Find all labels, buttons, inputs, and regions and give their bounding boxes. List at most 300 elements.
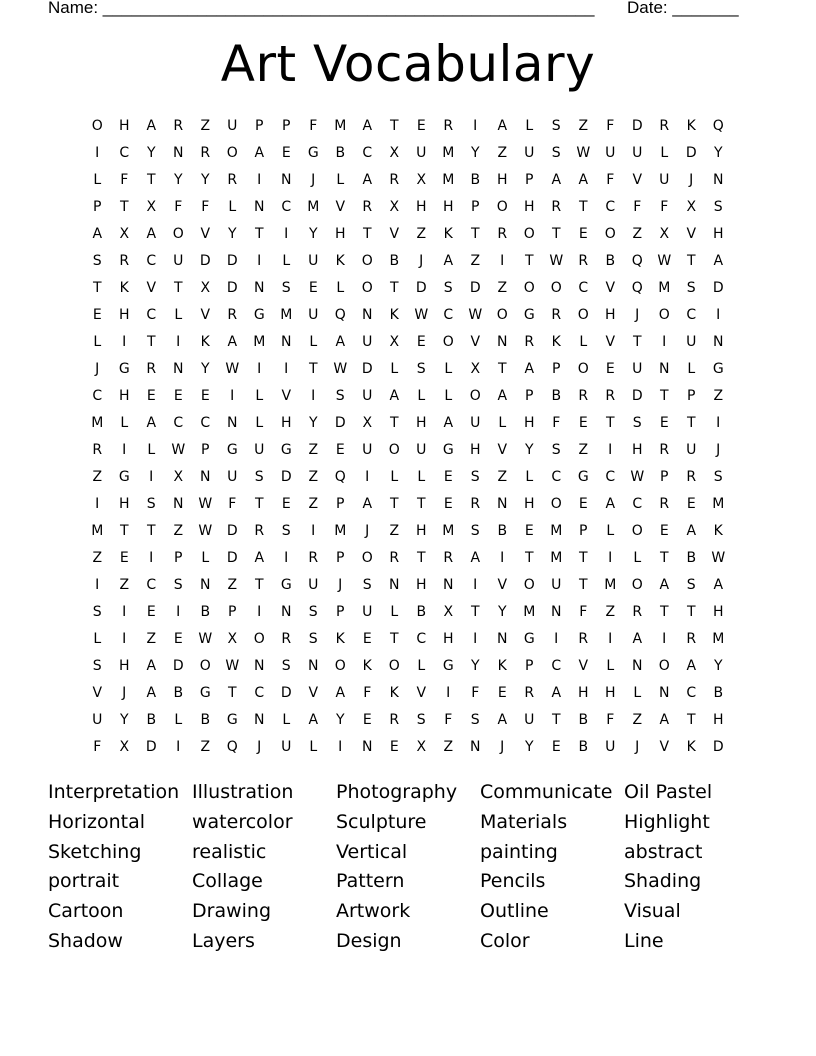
grid-letter[interactable]: F xyxy=(444,711,453,728)
grid-letter[interactable]: V xyxy=(335,198,346,215)
grid-letter[interactable]: W xyxy=(198,495,213,512)
grid-letter[interactable]: T xyxy=(686,711,697,728)
grid-letter[interactable]: P xyxy=(174,549,183,566)
grid-letter[interactable]: V xyxy=(200,225,211,242)
grid-letter[interactable]: L xyxy=(255,414,264,431)
grid-letter[interactable]: L xyxy=(174,306,183,323)
grid-letter[interactable]: U xyxy=(470,414,481,431)
grid-letter[interactable]: S xyxy=(92,657,103,674)
grid-letter[interactable]: V xyxy=(605,279,616,296)
grid-letter[interactable]: R xyxy=(227,306,238,323)
grid-letter[interactable]: Z xyxy=(632,225,643,242)
grid-letter[interactable]: X xyxy=(686,198,697,215)
grid-letter[interactable]: S xyxy=(254,468,265,485)
grid-letter[interactable]: C xyxy=(173,414,184,431)
grid-letter[interactable]: V xyxy=(605,333,616,350)
grid-letter[interactable]: S xyxy=(281,522,292,539)
grid-letter[interactable]: L xyxy=(633,684,642,701)
grid-letter[interactable]: B xyxy=(200,603,211,620)
grid-letter[interactable]: S xyxy=(632,414,643,431)
grid-letter[interactable]: R xyxy=(659,117,670,134)
grid-letter[interactable]: S xyxy=(551,441,562,458)
grid-letter[interactable]: A xyxy=(551,171,562,188)
grid-letter[interactable]: E xyxy=(389,738,400,755)
grid-letter[interactable]: R xyxy=(686,630,697,647)
grid-letter[interactable]: T xyxy=(686,252,697,269)
grid-letter[interactable]: R xyxy=(578,252,589,269)
grid-letter[interactable]: Z xyxy=(470,252,481,269)
grid-letter[interactable]: S xyxy=(551,117,562,134)
grid-letter[interactable]: H xyxy=(442,630,455,647)
grid-letter[interactable]: I xyxy=(176,603,181,620)
grid-letter[interactable]: S xyxy=(470,711,481,728)
grid-letter[interactable]: B xyxy=(173,684,184,701)
grid-letter[interactable]: I xyxy=(608,630,613,647)
grid-letter[interactable]: X xyxy=(119,225,130,242)
grid-letter[interactable]: D xyxy=(199,252,212,269)
grid-letter[interactable]: K xyxy=(713,522,724,539)
grid-letter[interactable]: I xyxy=(284,225,289,242)
grid-letter[interactable]: C xyxy=(146,306,157,323)
grid-letter[interactable]: T xyxy=(524,549,535,566)
grid-letter[interactable]: E xyxy=(443,495,454,512)
grid-letter[interactable]: I xyxy=(662,333,667,350)
grid-letter[interactable]: I xyxy=(473,630,478,647)
grid-letter[interactable]: A xyxy=(686,657,697,674)
grid-letter[interactable]: E xyxy=(497,684,508,701)
grid-letter[interactable]: E xyxy=(578,495,589,512)
grid-letter[interactable]: O xyxy=(631,522,644,539)
grid-letter[interactable]: O xyxy=(253,630,266,647)
grid-letter[interactable]: I xyxy=(716,306,721,323)
grid-letter[interactable]: L xyxy=(525,468,534,485)
grid-letter[interactable]: Y xyxy=(227,225,238,242)
grid-letter[interactable]: Z xyxy=(578,117,589,134)
grid-letter[interactable]: X xyxy=(416,738,427,755)
grid-letter[interactable]: E xyxy=(173,630,184,647)
grid-letter[interactable]: H xyxy=(631,441,644,458)
grid-letter[interactable]: S xyxy=(92,252,103,269)
grid-letter[interactable]: V xyxy=(389,225,400,242)
grid-letter[interactable]: L xyxy=(417,468,426,485)
grid-letter[interactable]: M xyxy=(550,522,563,539)
grid-letter[interactable]: X xyxy=(389,144,400,161)
grid-letter[interactable]: J xyxy=(500,738,505,755)
grid-letter[interactable]: X xyxy=(119,738,130,755)
grid-letter[interactable]: S xyxy=(470,468,481,485)
grid-letter[interactable]: D xyxy=(145,738,158,755)
grid-letter[interactable]: R xyxy=(146,360,157,377)
grid-letter[interactable]: T xyxy=(119,198,130,215)
grid-letter[interactable]: Y xyxy=(524,738,535,755)
grid-letter[interactable]: B xyxy=(605,252,616,269)
grid-letter[interactable]: O xyxy=(361,549,374,566)
grid-letter[interactable]: L xyxy=(93,333,102,350)
grid-letter[interactable]: U xyxy=(362,603,373,620)
grid-letter[interactable]: P xyxy=(579,522,588,539)
grid-letter[interactable]: Z xyxy=(119,576,130,593)
grid-letter[interactable]: I xyxy=(446,684,451,701)
grid-letter[interactable]: A xyxy=(146,684,157,701)
grid-letter[interactable]: C xyxy=(686,684,697,701)
grid-letter[interactable]: M xyxy=(91,522,104,539)
grid-letter[interactable]: I xyxy=(257,603,262,620)
grid-letter[interactable]: H xyxy=(415,414,428,431)
grid-letter[interactable]: R xyxy=(281,630,292,647)
grid-letter[interactable]: G xyxy=(577,468,590,485)
grid-letter[interactable]: R xyxy=(524,684,535,701)
grid-letter[interactable]: R xyxy=(551,306,562,323)
grid-letter[interactable]: X xyxy=(659,225,670,242)
grid-letter[interactable]: L xyxy=(390,603,399,620)
grid-letter[interactable]: T xyxy=(173,279,184,296)
grid-letter[interactable]: R xyxy=(632,603,643,620)
grid-letter[interactable]: W xyxy=(576,144,591,161)
grid-letter[interactable]: I xyxy=(257,360,262,377)
grid-letter[interactable]: I xyxy=(662,630,667,647)
grid-letter[interactable]: A xyxy=(146,225,157,242)
grid-letter[interactable]: Z xyxy=(308,441,319,458)
grid-letter[interactable]: E xyxy=(335,441,346,458)
grid-letter[interactable]: A xyxy=(497,711,508,728)
grid-letter[interactable]: R xyxy=(173,117,184,134)
grid-letter[interactable]: M xyxy=(550,549,563,566)
grid-letter[interactable]: T xyxy=(146,171,157,188)
grid-letter[interactable]: O xyxy=(496,198,509,215)
grid-letter[interactable]: A xyxy=(389,387,400,404)
grid-letter[interactable]: N xyxy=(200,468,211,485)
grid-letter[interactable]: P xyxy=(687,387,696,404)
grid-letter[interactable]: U xyxy=(416,441,427,458)
grid-letter[interactable]: E xyxy=(362,711,373,728)
grid-letter[interactable]: L xyxy=(255,387,264,404)
grid-letter[interactable]: K xyxy=(362,657,373,674)
grid-letter[interactable]: Y xyxy=(335,711,346,728)
grid-letter[interactable]: A xyxy=(335,684,346,701)
grid-letter[interactable]: R xyxy=(497,225,508,242)
grid-letter[interactable]: Z xyxy=(92,468,103,485)
grid-letter[interactable]: M xyxy=(280,306,293,323)
grid-letter[interactable]: K xyxy=(119,279,130,296)
grid-letter[interactable]: J xyxy=(338,576,343,593)
grid-letter[interactable]: Z xyxy=(146,630,157,647)
grid-letter[interactable]: I xyxy=(95,144,100,161)
grid-letter[interactable]: D xyxy=(280,468,293,485)
grid-letter[interactable]: U xyxy=(92,711,103,728)
grid-letter[interactable]: Y xyxy=(173,171,184,188)
grid-letter[interactable]: X xyxy=(200,279,211,296)
grid-letter[interactable]: T xyxy=(686,603,697,620)
grid-letter[interactable]: G xyxy=(307,144,320,161)
grid-letter[interactable]: E xyxy=(578,225,589,242)
grid-letter[interactable]: C xyxy=(146,252,157,269)
grid-letter[interactable]: J xyxy=(257,738,262,755)
grid-letter[interactable]: I xyxy=(257,252,262,269)
grid-letter[interactable]: E xyxy=(92,306,103,323)
grid-letter[interactable]: I xyxy=(95,495,100,512)
grid-letter[interactable]: O xyxy=(496,306,509,323)
grid-letter[interactable]: G xyxy=(280,576,293,593)
grid-letter[interactable]: D xyxy=(631,387,644,404)
grid-letter[interactable]: H xyxy=(712,603,725,620)
grid-letter[interactable]: E xyxy=(146,603,157,620)
grid-letter[interactable]: A xyxy=(146,657,157,674)
grid-letter[interactable]: T xyxy=(659,387,670,404)
grid-letter[interactable]: X xyxy=(470,360,481,377)
grid-letter[interactable]: B xyxy=(578,711,589,728)
grid-letter[interactable]: U xyxy=(362,333,373,350)
grid-letter[interactable]: Q xyxy=(334,306,347,323)
grid-letter[interactable]: D xyxy=(334,414,347,431)
grid-letter[interactable]: L xyxy=(282,711,291,728)
grid-letter[interactable]: H xyxy=(523,495,536,512)
grid-letter[interactable]: O xyxy=(361,279,374,296)
grid-letter[interactable]: S xyxy=(281,657,292,674)
grid-letter[interactable]: F xyxy=(552,414,561,431)
grid-letter[interactable]: G xyxy=(118,468,131,485)
grid-letter[interactable]: G xyxy=(712,360,725,377)
grid-letter[interactable]: E xyxy=(281,144,292,161)
grid-letter[interactable]: T xyxy=(254,495,265,512)
grid-letter[interactable]: H xyxy=(523,198,536,215)
grid-letter[interactable]: S xyxy=(443,279,454,296)
grid-letter[interactable]: E xyxy=(524,522,535,539)
grid-letter[interactable]: E xyxy=(308,279,319,296)
grid-letter[interactable]: G xyxy=(442,441,455,458)
grid-letter[interactable]: P xyxy=(525,657,534,674)
grid-letter[interactable]: B xyxy=(146,711,157,728)
grid-letter[interactable]: R xyxy=(578,630,589,647)
grid-letter[interactable]: K xyxy=(389,306,400,323)
grid-letter[interactable]: F xyxy=(93,738,102,755)
grid-letter[interactable]: H xyxy=(712,711,725,728)
grid-letter[interactable]: L xyxy=(174,711,183,728)
grid-letter[interactable]: S xyxy=(713,198,724,215)
grid-letter[interactable]: E xyxy=(416,117,427,134)
grid-letter[interactable]: L xyxy=(336,279,345,296)
grid-letter[interactable]: I xyxy=(284,360,289,377)
grid-letter[interactable]: O xyxy=(469,387,482,404)
grid-letter[interactable]: N xyxy=(713,333,724,350)
grid-letter[interactable]: L xyxy=(633,549,642,566)
grid-letter[interactable]: T xyxy=(551,711,562,728)
grid-letter[interactable]: G xyxy=(226,711,239,728)
grid-letter[interactable]: I xyxy=(122,441,127,458)
grid-letter[interactable]: I xyxy=(716,414,721,431)
grid-letter[interactable]: I xyxy=(149,549,154,566)
grid-letter[interactable]: O xyxy=(388,441,401,458)
grid-letter[interactable]: L xyxy=(282,252,291,269)
grid-letter[interactable]: Z xyxy=(632,711,643,728)
grid-letter[interactable]: W xyxy=(171,441,186,458)
grid-letter[interactable]: D xyxy=(172,657,185,674)
grid-letter[interactable]: B xyxy=(416,603,427,620)
grid-letter[interactable]: O xyxy=(388,657,401,674)
grid-letter[interactable]: E xyxy=(146,387,157,404)
grid-letter[interactable]: F xyxy=(228,495,237,512)
grid-letter[interactable]: M xyxy=(334,522,347,539)
grid-letter[interactable]: E xyxy=(200,387,211,404)
grid-letter[interactable]: M xyxy=(712,495,725,512)
grid-letter[interactable]: H xyxy=(712,225,725,242)
grid-letter[interactable]: N xyxy=(659,360,670,377)
grid-letter[interactable]: Y xyxy=(308,225,319,242)
grid-letter[interactable]: R xyxy=(227,171,238,188)
grid-letter[interactable]: P xyxy=(525,387,534,404)
grid-letter[interactable]: A xyxy=(524,360,535,377)
grid-letter[interactable]: N xyxy=(362,738,373,755)
grid-letter[interactable]: H xyxy=(280,414,293,431)
grid-letter[interactable]: E xyxy=(281,495,292,512)
grid-letter[interactable]: S xyxy=(416,711,427,728)
grid-letter[interactable]: H xyxy=(415,522,428,539)
grid-letter[interactable]: W xyxy=(225,657,240,674)
grid-letter[interactable]: I xyxy=(473,117,478,134)
grid-letter[interactable]: V xyxy=(659,738,670,755)
grid-letter[interactable]: Z xyxy=(416,225,427,242)
grid-letter[interactable]: K xyxy=(497,657,508,674)
grid-letter[interactable]: U xyxy=(362,441,373,458)
grid-letter[interactable]: O xyxy=(577,306,590,323)
grid-letter[interactable]: R xyxy=(308,549,319,566)
grid-letter[interactable]: I xyxy=(608,549,613,566)
grid-letter[interactable]: J xyxy=(716,441,721,458)
grid-letter[interactable]: A xyxy=(659,576,670,593)
grid-letter[interactable]: W xyxy=(414,306,429,323)
grid-letter[interactable]: R xyxy=(605,387,616,404)
grid-letter[interactable]: G xyxy=(523,630,536,647)
grid-letter[interactable]: S xyxy=(686,576,697,593)
grid-letter[interactable]: R xyxy=(686,468,697,485)
grid-letter[interactable]: W xyxy=(225,360,240,377)
grid-letter[interactable]: X xyxy=(389,333,400,350)
grid-letter[interactable]: A xyxy=(659,711,670,728)
grid-letter[interactable]: C xyxy=(551,657,562,674)
grid-letter[interactable]: A xyxy=(362,117,373,134)
grid-letter[interactable]: Z xyxy=(200,117,211,134)
grid-letter[interactable]: C xyxy=(146,576,157,593)
grid-letter[interactable]: N xyxy=(254,711,265,728)
grid-letter[interactable]: Y xyxy=(470,657,481,674)
grid-letter[interactable]: P xyxy=(660,468,669,485)
grid-letter[interactable]: Z xyxy=(605,603,616,620)
grid-letter[interactable]: U xyxy=(308,252,319,269)
grid-letter[interactable]: U xyxy=(605,738,616,755)
grid-letter[interactable]: U xyxy=(524,711,535,728)
grid-letter[interactable]: N xyxy=(308,657,319,674)
grid-letter[interactable]: P xyxy=(336,603,345,620)
grid-letter[interactable]: T xyxy=(92,279,103,296)
grid-letter[interactable]: X xyxy=(173,468,184,485)
grid-letter[interactable]: C xyxy=(578,279,589,296)
grid-letter[interactable]: I xyxy=(608,441,613,458)
grid-letter[interactable]: M xyxy=(604,576,617,593)
grid-letter[interactable]: N xyxy=(362,306,373,323)
grid-letter[interactable]: D xyxy=(415,279,428,296)
grid-letter[interactable]: Z xyxy=(497,144,508,161)
grid-letter[interactable]: U xyxy=(173,252,184,269)
grid-letter[interactable]: V xyxy=(686,225,697,242)
grid-letter[interactable]: N xyxy=(173,144,184,161)
grid-letter[interactable]: U xyxy=(551,576,562,593)
grid-letter[interactable]: H xyxy=(334,225,347,242)
grid-letter[interactable]: L xyxy=(390,360,399,377)
grid-letter[interactable]: T xyxy=(578,549,589,566)
grid-letter[interactable]: A xyxy=(713,252,724,269)
grid-letter[interactable]: L xyxy=(417,387,426,404)
grid-letter[interactable]: G xyxy=(253,306,266,323)
grid-letter[interactable]: D xyxy=(712,738,725,755)
grid-letter[interactable]: O xyxy=(658,306,671,323)
grid-letter[interactable]: D xyxy=(469,279,482,296)
grid-letter[interactable]: T xyxy=(416,495,427,512)
grid-letter[interactable]: Z xyxy=(92,549,103,566)
grid-letter[interactable]: R xyxy=(389,711,400,728)
grid-letter[interactable]: N xyxy=(254,279,265,296)
grid-letter[interactable]: I xyxy=(554,630,559,647)
grid-letter[interactable]: R xyxy=(470,495,481,512)
grid-letter[interactable]: E xyxy=(659,522,670,539)
grid-letter[interactable]: V xyxy=(470,333,481,350)
grid-letter[interactable]: J xyxy=(365,522,370,539)
grid-letter[interactable]: A xyxy=(686,522,697,539)
grid-letter[interactable]: C xyxy=(416,630,427,647)
grid-letter[interactable]: D xyxy=(280,684,293,701)
grid-letter[interactable]: I xyxy=(122,333,127,350)
grid-letter[interactable]: L xyxy=(201,549,210,566)
grid-letter[interactable]: T xyxy=(578,198,589,215)
grid-letter[interactable]: W xyxy=(198,522,213,539)
grid-letter[interactable]: R xyxy=(524,333,535,350)
grid-letter[interactable]: R xyxy=(119,252,130,269)
grid-letter[interactable]: M xyxy=(253,333,266,350)
grid-letter[interactable]: Y xyxy=(713,144,724,161)
grid-letter[interactable]: T xyxy=(524,252,535,269)
grid-letter[interactable]: W xyxy=(198,630,213,647)
grid-letter[interactable]: T xyxy=(497,360,508,377)
grid-letter[interactable]: T xyxy=(362,225,373,242)
grid-letter[interactable]: O xyxy=(91,117,104,134)
date-field[interactable]: Date: _______ xyxy=(627,0,739,17)
grid-letter[interactable]: P xyxy=(471,198,480,215)
grid-letter[interactable]: A xyxy=(470,549,481,566)
grid-letter[interactable]: G xyxy=(118,360,131,377)
grid-letter[interactable]: N xyxy=(497,630,508,647)
grid-letter[interactable]: J xyxy=(635,738,640,755)
grid-letter[interactable]: O xyxy=(172,225,185,242)
grid-letter[interactable]: B xyxy=(713,684,724,701)
grid-letter[interactable]: V xyxy=(281,387,292,404)
grid-letter[interactable]: S xyxy=(146,495,157,512)
grid-letter[interactable]: A xyxy=(497,387,508,404)
grid-letter[interactable]: H xyxy=(415,576,428,593)
grid-letter[interactable]: Z xyxy=(443,738,454,755)
grid-letter[interactable]: H xyxy=(118,657,131,674)
grid-letter[interactable]: N xyxy=(281,333,292,350)
grid-letter[interactable]: Z xyxy=(173,522,184,539)
grid-letter[interactable]: O xyxy=(226,144,239,161)
grid-letter[interactable]: C xyxy=(362,144,373,161)
grid-letter[interactable]: K xyxy=(200,333,211,350)
grid-letter[interactable]: T xyxy=(119,522,130,539)
grid-letter[interactable]: V xyxy=(308,684,319,701)
grid-letter[interactable]: L xyxy=(687,360,696,377)
grid-letter[interactable]: A xyxy=(443,414,454,431)
grid-letter[interactable]: L xyxy=(309,738,318,755)
grid-letter[interactable]: T xyxy=(686,414,697,431)
grid-letter[interactable]: L xyxy=(498,414,507,431)
grid-letter[interactable]: A xyxy=(713,576,724,593)
